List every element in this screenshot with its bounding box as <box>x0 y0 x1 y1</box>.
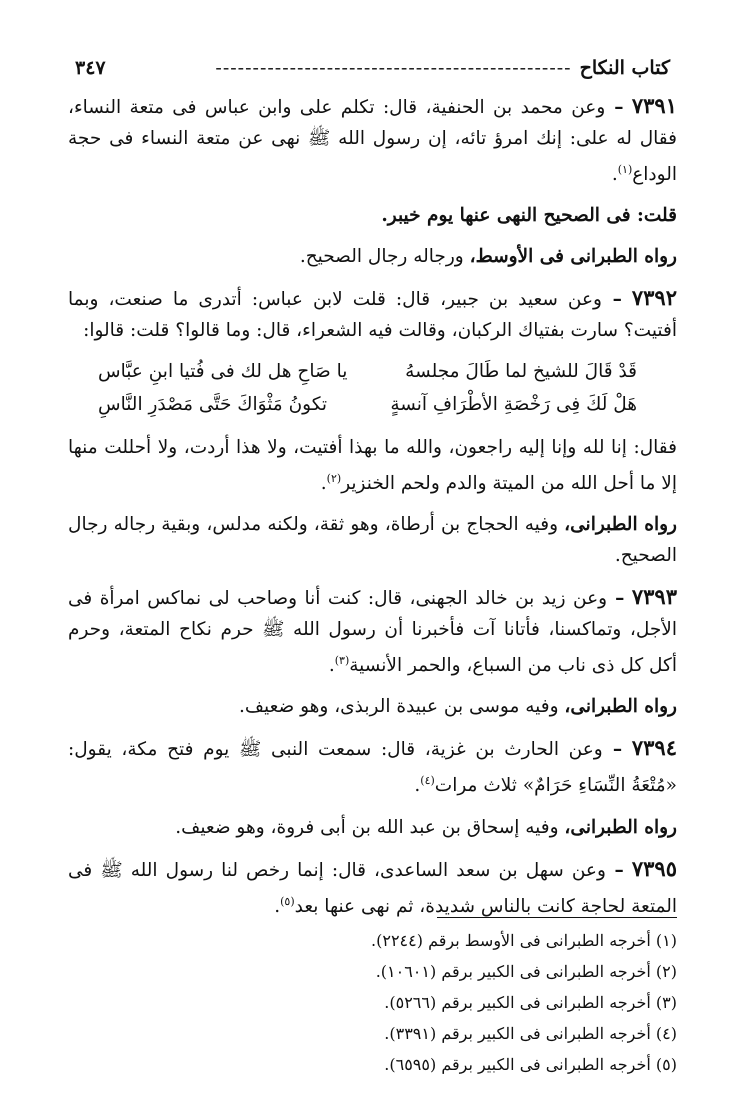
source-text: وفيه موسى بن عبيدة الربذى، وهو ضعيف. <box>238 696 565 718</box>
footnote: (٥) أخرجه الطبرانى فى الكبير برقم (٦٥٩٥). <box>384 1055 677 1074</box>
hadith-7392 <box>68 282 677 346</box>
poem <box>68 356 677 420</box>
dash: – <box>601 289 622 311</box>
hadith-text: وعن الحارث بن غزية، قال: سمعت النبى ﷺ يوم فتح مكة، يقول: «مُتْعَةُ النِّسَاءِ حَرَامٌ» ثلاث مرات <box>68 739 677 797</box>
hadith-number: ٧٣٩٥ <box>631 855 677 881</box>
verse-second-half: يا صَاحِ هل لك فى فُتيا ابنِ عبَّاس <box>98 361 348 383</box>
hadith-number: ٧٣٩٣ <box>631 584 677 610</box>
poem-verse <box>68 389 677 420</box>
hadith-text: وعن سهل بن سعد الساعدى، قال: إنما رخص لنا رسول الله ﷺ فى المتعة لحاجة كانت بالناس شديدة، ثم نهى عنها بعد <box>68 859 677 917</box>
hadith-continuation <box>68 432 677 499</box>
footnote-ref: (٢) <box>326 472 342 486</box>
source-label: رواه الطبرانى، <box>564 816 677 838</box>
dash: – <box>605 97 624 118</box>
hadith-7393 <box>68 581 677 681</box>
footnote-ref: (١) <box>617 163 633 176</box>
verse-first-half: هَلْ لَكَ فِى رَخْصَةِ الأطْرَافِ آنسةٍ <box>390 394 637 416</box>
footnote: (١) أخرجه الطبرانى فى الأوسط برقم (٢٢٤٤). <box>371 931 677 950</box>
page-header <box>75 50 670 86</box>
hadith-number: ٧٣٩٢ <box>631 285 677 311</box>
page-body <box>68 90 677 932</box>
source-label: رواه الطبرانى، <box>564 514 677 536</box>
footnote: (٢) أخرجه الطبرانى فى الكبير برقم (١٠٦٠١). <box>375 962 677 981</box>
hadith-7395 <box>68 853 677 922</box>
footnote: (٤) أخرجه الطبرانى فى الكبير برقم (٣٣٩١). <box>384 1024 677 1043</box>
footnote: (٣) أخرجه الطبرانى فى الكبير برقم (٥٢٦٦). <box>384 993 677 1012</box>
footnote-divider <box>437 917 677 918</box>
period: . <box>611 164 618 186</box>
hadith-7394 <box>68 732 677 801</box>
footnotes <box>68 925 677 1080</box>
footnote-ref: (٥) <box>280 894 295 908</box>
period: . <box>320 473 327 495</box>
hadith-number: ٧٣٩٤ <box>631 735 677 761</box>
chapter-title: كتاب النكاح <box>579 57 670 79</box>
footnote-ref: (٣) <box>334 654 350 668</box>
page-number: ٣٤٧ <box>75 57 106 79</box>
source-note <box>68 509 677 571</box>
source-note <box>68 812 677 843</box>
source-label: رواه الطبرانى فى الأوسط، <box>469 246 677 268</box>
hadith-text: فقال: إنا لله وإنا إليه راجعون، والله ما بهذا أفتيت، ولا هذا أردت، ولا أحللت منها إلا ما أحل الله من الميتة والدم ولحم الخنزير <box>68 437 677 495</box>
hadith-number: ٧٣٩١ <box>631 93 677 118</box>
period: . <box>414 775 421 797</box>
hadith-7391 <box>68 90 677 190</box>
hadith-text: وعن محمد بن الحنفية، قال: تكلم على وابن عباس فى متعة النساء، فقال له على: إنك امرؤ تائه، إن رسول الله ﷺ نهى عن متعة النساء فى حجة الوداع <box>68 97 677 186</box>
source-text: وفيه إسحاق بن عبد الله بن أبى فروة، وهو ضعيف. <box>175 816 565 838</box>
qult-note: قلت: فى الصحيح النهى عنها يوم خيبر. <box>381 205 677 227</box>
verse-first-half: قَدْ قَالَ للشيخ لما طَالَ مجلسهُ <box>405 361 637 383</box>
hadith-text: وعن سعيد بن جبير، قال: قلت لابن عباس: أتدرى ما صنعت، وبما أفتيت؟ سارت بفتياك الركبان، وقالت فيه الشعراء، قال: وما قالوا؟ قلت: قالوا: <box>68 289 677 342</box>
verse-second-half: تكونُ مَثْوَاكَ حَتَّى مَصْدَرِ النَّاسِ <box>98 394 328 416</box>
source-label: رواه الطبرانى، <box>564 696 677 718</box>
source-text: ورجاله رجال الصحيح. <box>299 246 470 268</box>
footnote-ref: (٤) <box>420 774 435 788</box>
dash: – <box>605 859 624 881</box>
dash: – <box>602 739 623 761</box>
period: . <box>274 895 281 917</box>
poem-verse <box>68 356 677 387</box>
period: . <box>328 655 335 677</box>
source-note <box>68 241 677 272</box>
source-note <box>68 691 677 722</box>
header-rule: ------------------------------------------------ <box>215 57 572 79</box>
hadith-text: وعن زيد بن خالد الجهنى، قال: كنت أنا وصاحب لى نماكس امرأة فى الأجل، وتماكسنا، فأتانا آت فأخبرنا أن رسول الله ﷺ حرم نكاح المتعة، وحرم أكل كل ذى ناب من السباع، والحمر الأنسية <box>68 588 677 677</box>
dash: – <box>607 588 625 610</box>
source-text: وفيه الحجاج بن أرطاة، وهو ثقة، ولكنه مدلس، وبقية رجاله رجال الصحيح. <box>68 514 677 567</box>
